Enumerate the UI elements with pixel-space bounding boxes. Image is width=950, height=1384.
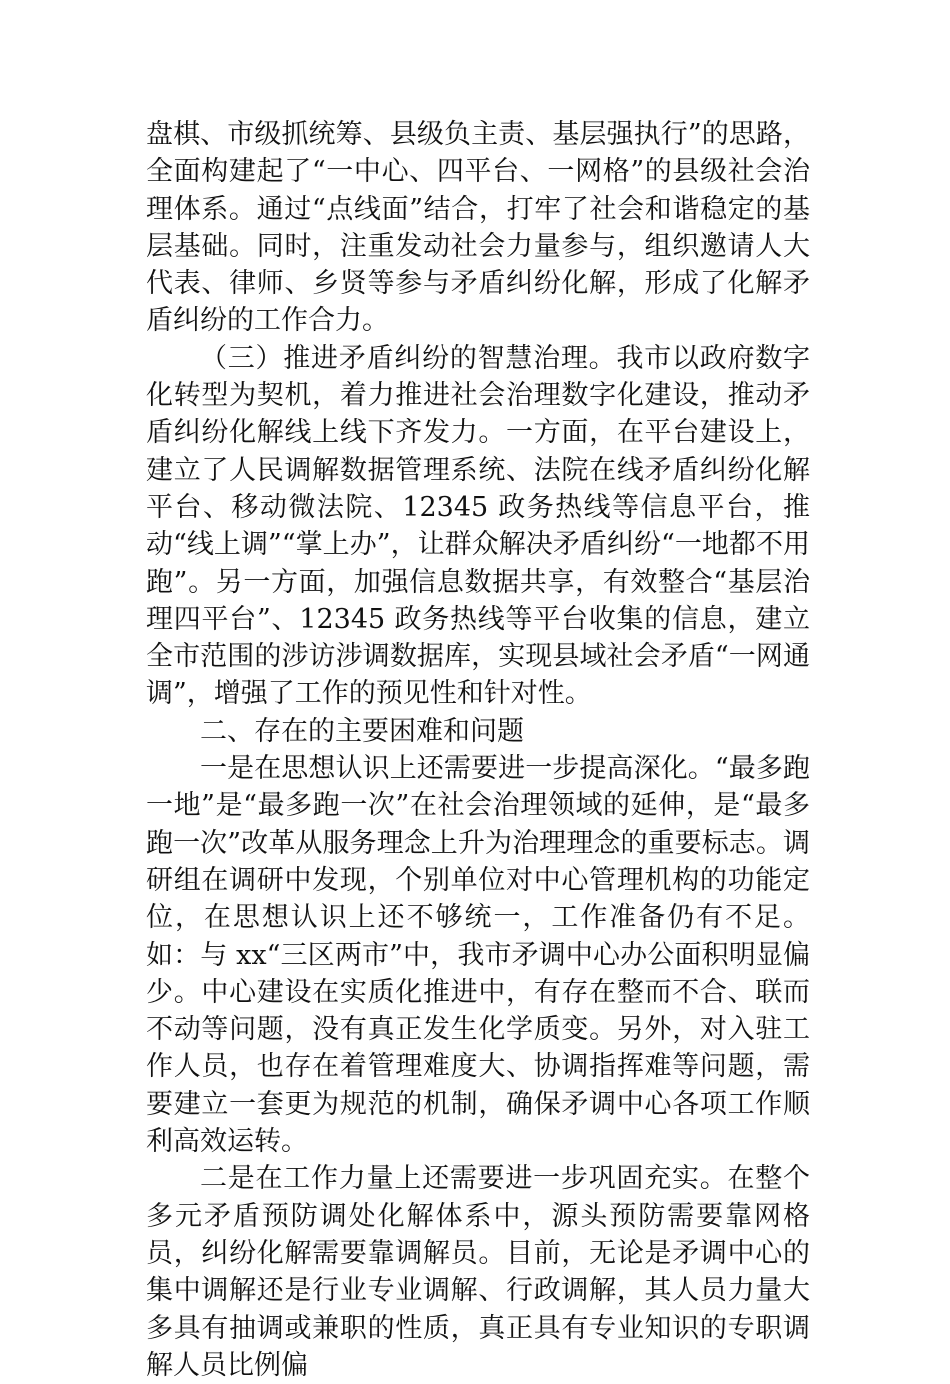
paragraph-continued: 盘棋、市级抓统筹、县级负主责、基层强执行”的思路，全面构建起了“一中心、四平台、一网格”的县级社会治理体系。通过“点线面”结合，打牢了社会和谐稳定的基层基础。同时，注重发动社会力量参与，组织邀请人大代表、律师、乡贤等参与矛盾纠纷化解，形成了化解矛盾纠纷的工作合力。 [146,119,810,337]
document-body [146,116,810,1384]
paragraph-section-three: （三）推进矛盾纠纷的智慧治理。我市以政府数字化转型为契机，着力推进社会治理数字化建设，推动矛盾纠纷化解线上线下齐发力。一方面，在平台建设上，建立了人民调解数据管理系统、法院在线矛盾纠纷化解平台、移动微法院、12345 政务热线等信息平台，推动“线上调”“掌上办”，让群众解决矛盾纠纷“一地都不用跑”。另一方面，加强信息数据共享，有效整合“基层治理四平台”、12345 政务热线等平台收集的信息，建立全市范围的涉访涉调数据库，实现县域社会矛盾“一网通调”，增强了工作的预见性和针对性。 [146,342,810,710]
paragraph-problem-one: 一是在思想认识上还需要进一步提高深化。“最多跑一地”是“最多跑一次”在社会治理领域的延伸，是“最多跑一次”改革从服务理念上升为治理理念的重要标志。调研组在调研中发现，个别单位对中心管理机构的功能定位，在思想认识上还不够统一，工作准备仍有不足。如：与 xx“三区两市”中，我市矛调中心办公面积明显偏少。中心建设在实质化推进中，有存在整而不合、联而不动等问题，没有真正发生化学质变。另外，对入驻工作人员，也存在着管理难度大、协调指挥难等问题，需要建立一套更为规范的机制，确保矛调中心各项工作顺利高效运转。 [146,753,810,1158]
section-heading: 二、存在的主要困难和问题 [200,715,524,747]
paragraph-problem-two: 二是在工作力量上还需要进一步巩固充实。在整个多元矛盾预防调处化解体系中，源头预防需要靠网格员，纠纷化解需要靠调解员。目前，无论是矛调中心的集中调解还是行业专业调解、行政调解，其人员力量大多具有抽调或兼职的性质，真正具有专业知识的专职调解人员比例偏 [146,1163,810,1381]
